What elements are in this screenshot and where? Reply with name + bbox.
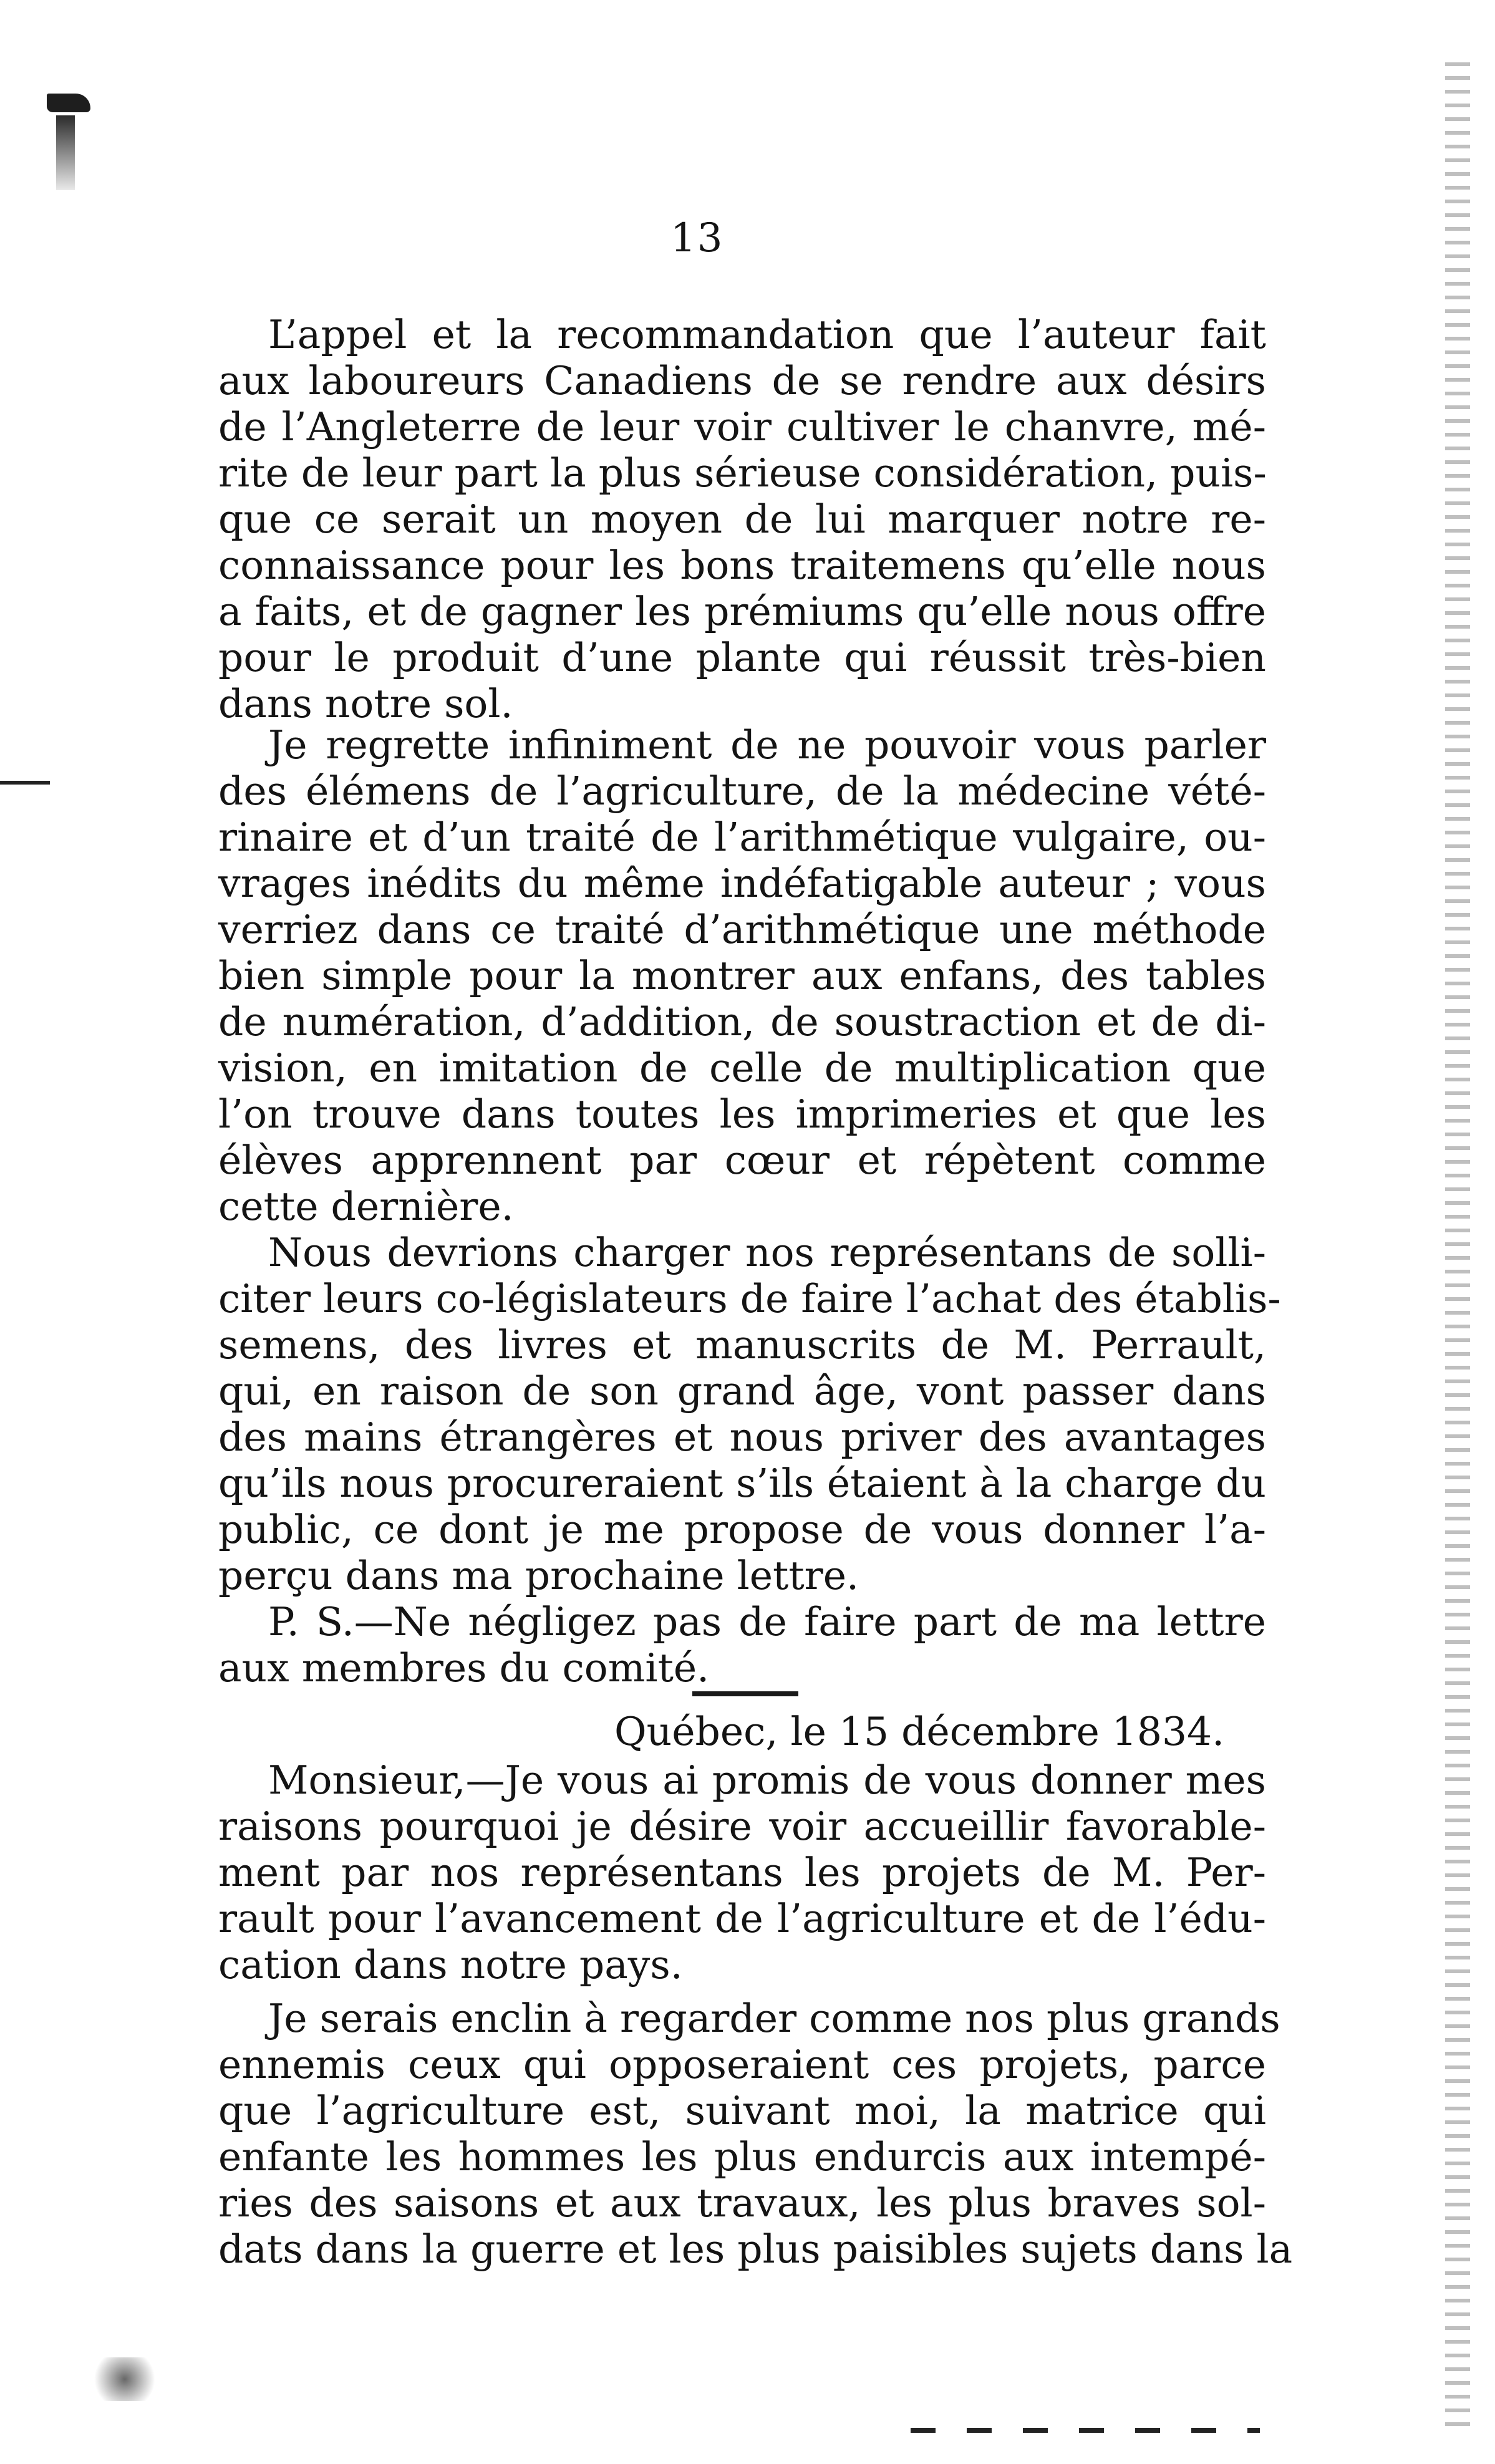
text-line: ennemis ceux qui opposeraient ces projets, parce [218,2042,1266,2087]
text-line: Je regrette infiniment de ne pouvoir vous parler [268,722,1266,768]
text-line: public, ce dont je me propose de vous donner l’a- [218,1507,1266,1552]
text-line: pour le produit d’une plante qui réussit très-bien [218,635,1266,680]
paragraph-regret [218,722,1266,1230]
text-line: de numération, d’addition, de soustraction et de di- [218,999,1266,1045]
text-line: vrages inédits du même indéfatigable auteur ; vous [218,861,1266,906]
text-line: aux laboureurs Canadiens de se rendre aux désirs [218,358,1266,403]
text-line: qu’ils nous procureraient s’ils étaient à la charge du [218,1461,1266,1506]
text-line: semens, des livres et manuscrits de M. Perrault, [218,1322,1266,1368]
text-line: des mains étrangères et nous priver des avantages [218,1414,1266,1460]
text-line: aux membres du comité. [218,1645,710,1691]
text-line: cation dans notre pays. [218,1942,683,1988]
scan-artifact [87,2357,162,2401]
text-line: dats dans la guerre et les plus paisibles sujets dans la [218,2226,1293,2272]
page-number: 13 [670,215,724,261]
text-line: rite de leur part la plus sérieuse considération, puis- [218,450,1267,496]
scan-artifact [56,115,75,190]
text-line: Je serais enclin à regarder comme nos plus grands [268,1996,1280,2041]
paragraph-salutation [218,1757,1266,1988]
text-line: rinaire et d’un traité de l’arithmétique vulgaire, ou- [218,814,1266,860]
paragraph-postscript [218,1599,1266,1691]
text-line: raisons pourquoi je désire voir accueillir favorable- [218,1804,1266,1849]
text-line: P. S.—Ne négligez pas de faire part de ma lettre [268,1599,1266,1645]
text-line: L’appel et la recommandation que l’auteur fait [268,312,1266,357]
text-line: enfante les hommes les plus endurcis aux intempé- [218,2134,1266,2180]
text-line: verriez dans ce traité d’arithmétique une méthode [218,907,1266,952]
text-line: rault pour l’avancement de l’agriculture et de l’édu- [218,1896,1266,1941]
text-line: cette dernière. [218,1184,514,1229]
text-line: Nous devrions charger nos représentans de solli- [268,1230,1266,1275]
paragraph-agriculture [218,1996,1293,2273]
text-line: ries des saisons et aux travaux, les plus braves sol- [218,2180,1266,2226]
paragraph-representatives-end [218,1553,1266,1599]
text-line: bien simple pour la montrer aux enfans, des tables [218,953,1266,998]
text-line: que l’agriculture est, suivant moi, la matrice qui [218,2088,1266,2133]
section-divider [692,1691,798,1696]
text-line: élèves apprennent par cœur et répètent comme [218,1138,1266,1183]
paragraph-representatives [218,1230,1281,1553]
text-line: de l’Angleterre de leur voir cultiver le chanvre, mé- [218,404,1266,450]
text-line: Monsieur,—Je vous ai promis de vous donner mes [268,1757,1266,1803]
paragraph-hemp [218,312,1266,727]
page-edge-noise [911,2428,1260,2433]
text-line: des élémens de l’agriculture, de la médecine vété- [218,768,1266,814]
text-line: connaissance pour les bons traitemens qu’elle nous [218,543,1266,588]
text-line: perçu dans ma prochaine lettre. [218,1553,859,1598]
text-line: a faits, et de gagner les prémiums qu’elle nous offre [218,589,1266,634]
text-line: dans notre sol. [218,681,513,727]
text-line: l’on trouve dans toutes les imprimeries et que les [218,1091,1266,1137]
scan-artifact [47,94,90,112]
text-line: citer leurs co-législateurs de faire l’achat des établis- [218,1276,1281,1321]
text-line: qui, en raison de son grand âge, vont passer dans [218,1368,1266,1414]
text-line: ment par nos représentans les projets de M. Per- [218,1850,1266,1895]
letter-dateline: Québec, le 15 décembre 1834. [614,1709,1225,1754]
text-line: que ce serait un moyen de lui marquer notre re- [218,496,1266,542]
text-line: vision, en imitation de celle de multiplication que [218,1045,1266,1091]
page-edge-noise [1445,62,1470,2432]
scan-artifact [0,781,50,785]
